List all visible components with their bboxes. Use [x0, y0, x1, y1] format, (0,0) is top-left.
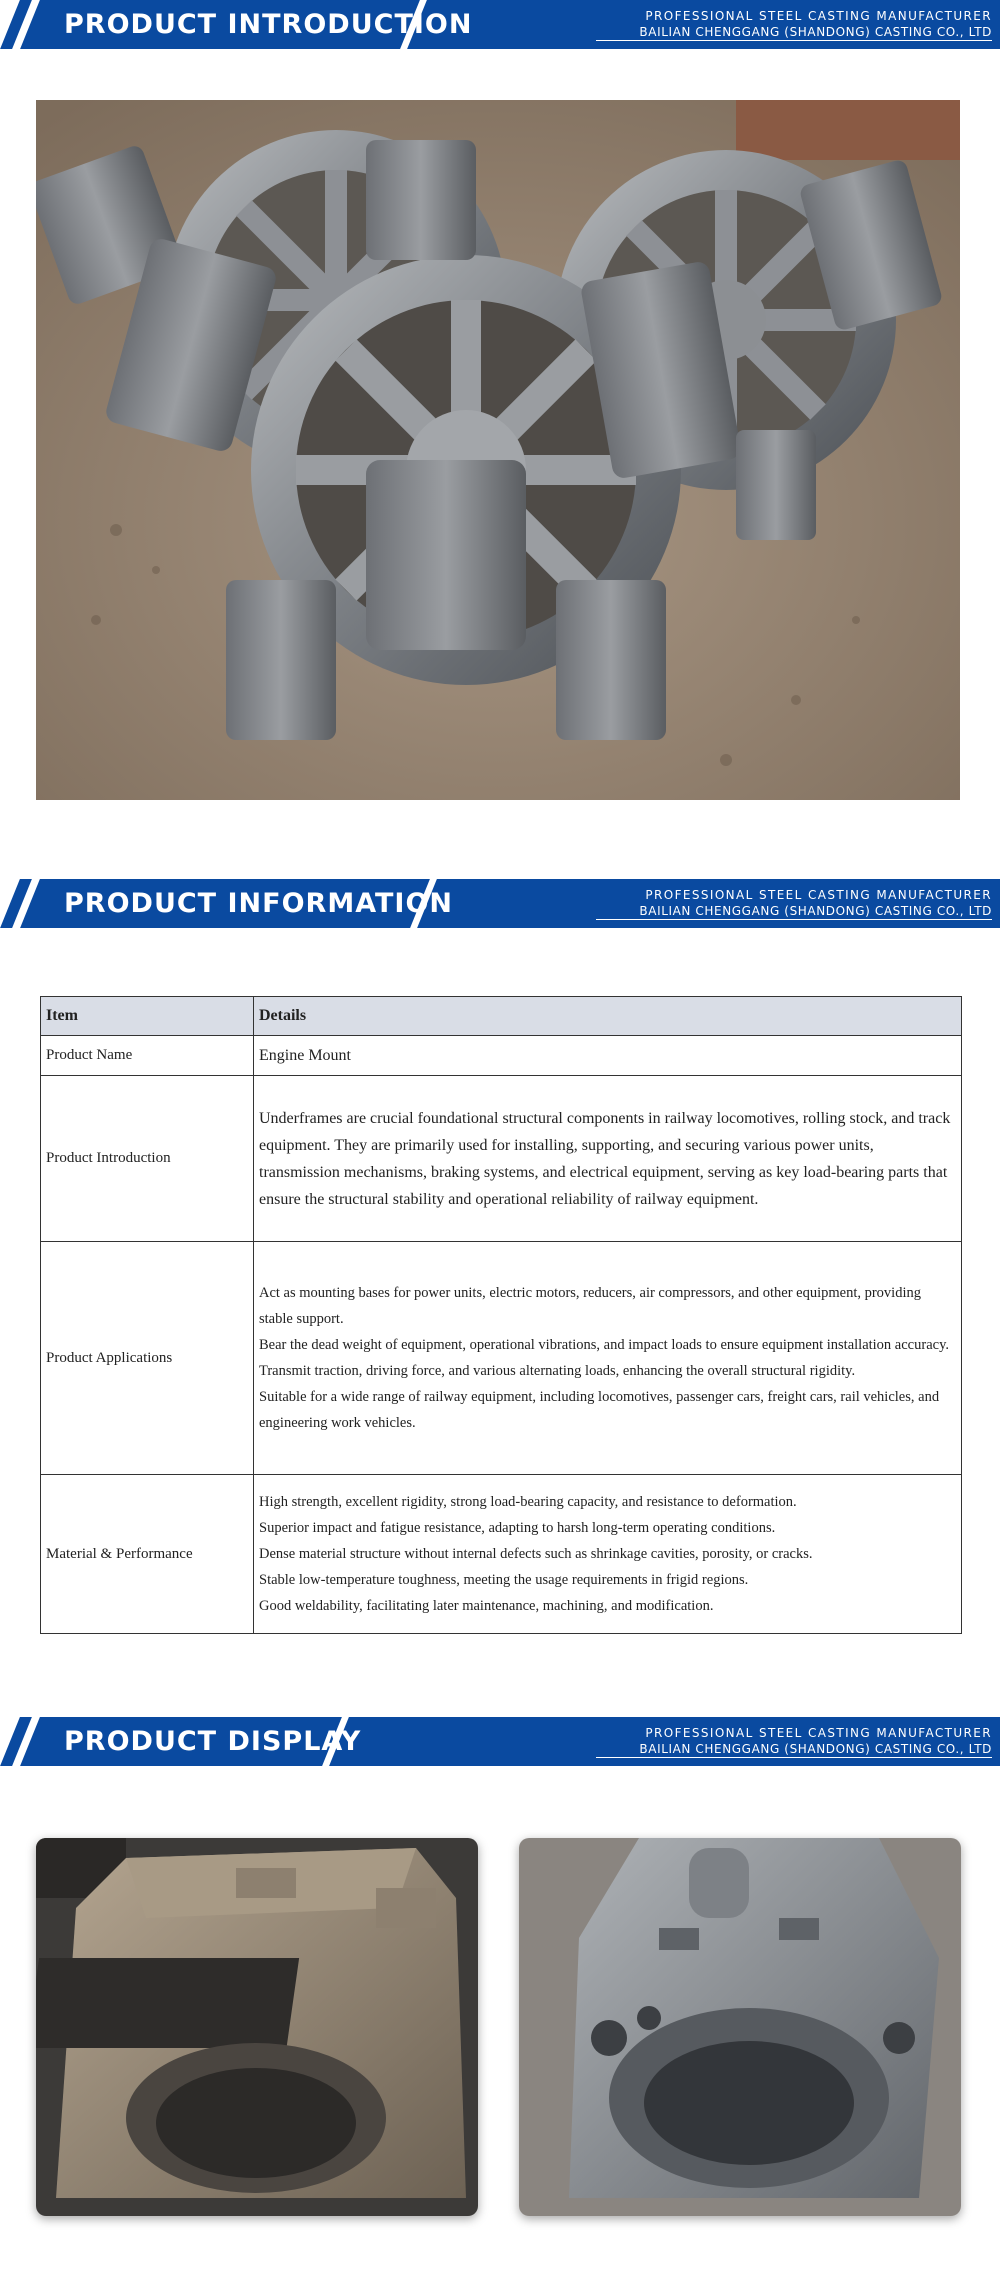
detail-line: Dense material structure without internal defects such as shrinkage cavities, porosity, or cracks. [259, 1546, 813, 1562]
section-title: PRODUCT INFORMATION [64, 888, 454, 919]
company-name: BAILIAN CHENGGANG (SHANDONG) CASTING CO., LTD [639, 25, 992, 39]
product-info-table [40, 996, 962, 1634]
detail-line: Bear the dead weight of equipment, operational vibrations, and impact loads to ensure equipment installation accuracy. [259, 1337, 950, 1353]
banner-product-display [0, 1717, 1000, 1766]
detail-line: Superior impact and fatigue resistance, adapting to harsh long-term operating conditions. [259, 1520, 776, 1536]
row-value: Engine Mount [254, 1036, 962, 1076]
table-header-row [41, 997, 962, 1036]
table-row [41, 1036, 962, 1076]
row-label: Product Introduction [41, 1076, 254, 1242]
table-row [41, 1242, 962, 1475]
engine-mount-photo-left [36, 1838, 478, 2216]
row-label: Material & Performance [41, 1475, 254, 1634]
tagline: PROFESSIONAL STEEL CASTING MANUFACTURER [645, 888, 992, 902]
row-value [254, 1475, 962, 1634]
engine-mount-photo-right [519, 1838, 961, 2216]
banner-product-introduction [0, 0, 1000, 49]
detail-line: Act as mounting bases for power units, electric motors, reducers, air compressors, and other equipment, providing stable support. [259, 1285, 921, 1327]
tagline: PROFESSIONAL STEEL CASTING MANUFACTURER [645, 1726, 992, 1740]
row-label: Product Name [41, 1036, 254, 1076]
detail-line: High strength, excellent rigidity, strong load-bearing capacity, and resistance to deformation. [259, 1494, 797, 1510]
detail-line: Good weldability, facilitating later maintenance, machining, and modification. [259, 1598, 714, 1614]
section-title: PRODUCT INTRODUCTION [64, 9, 473, 40]
company-name: BAILIAN CHENGGANG (SHANDONG) CASTING CO., LTD [639, 904, 992, 918]
detail-line: Suitable for a wide range of railway equipment, including locomotives, passenger cars, freight cars, rail vehicles, and engineering work vehicles. [259, 1389, 940, 1431]
detail-line: Transmit traction, driving force, and various alternating loads, enhancing the overall structural rigidity. [259, 1363, 856, 1379]
detail-line: Stable low-temperature toughness, meeting the usage requirements in frigid regions. [259, 1572, 749, 1588]
header-details: Details [254, 997, 962, 1036]
table-row [41, 1475, 962, 1634]
banner-product-information [0, 879, 1000, 928]
tagline: PROFESSIONAL STEEL CASTING MANUFACTURER [645, 9, 992, 23]
header-item: Item [41, 997, 254, 1036]
section-title: PRODUCT DISPLAY [64, 1726, 362, 1757]
row-label: Product Applications [41, 1242, 254, 1475]
company-name: BAILIAN CHENGGANG (SHANDONG) CASTING CO., LTD [639, 1742, 992, 1756]
row-value [254, 1242, 962, 1475]
row-value: Underframes are crucial foundational structural components in railway locomotives, rolling stock, and track equipment. They are primarily used for installing, supporting, and securing various power units, transmission mechanisms, braking systems, and electrical equipment, serving as key load-bearing parts that ensure the structural stability and operational reliability of railway equipment. [254, 1076, 962, 1242]
wheel-castings-photo [36, 100, 960, 800]
table-row [41, 1076, 962, 1242]
